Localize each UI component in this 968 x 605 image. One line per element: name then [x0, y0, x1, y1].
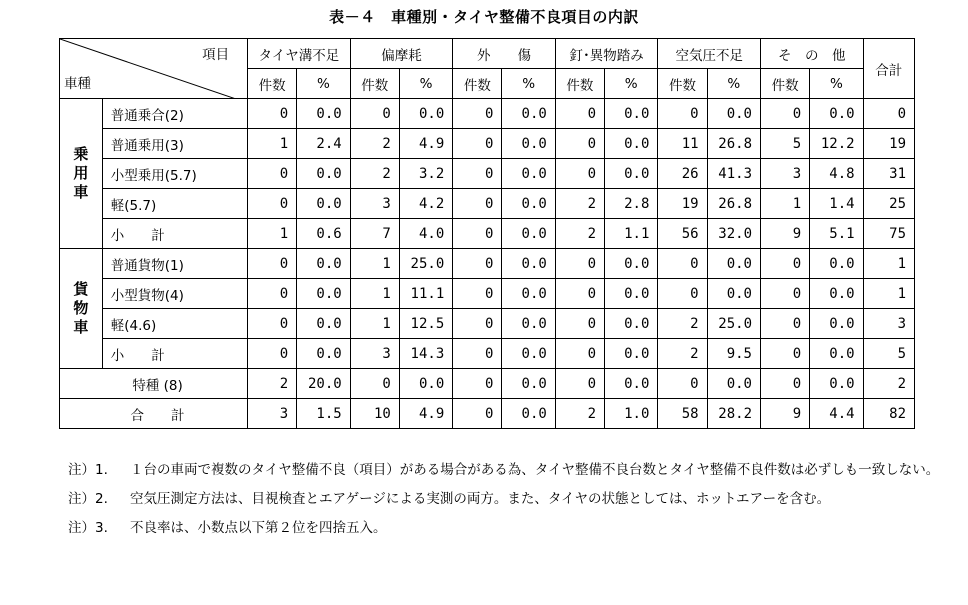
pct-cell: 0.0 [297, 99, 350, 129]
pct-cell: 4.9 [399, 399, 452, 429]
count-cell: 19 [658, 189, 707, 219]
category-char: 車 [73, 318, 89, 336]
pct-cell: 0.0 [297, 309, 350, 339]
pct-cell: 4.0 [399, 219, 452, 249]
pct-cell: 0.0 [502, 189, 555, 219]
table-row [60, 399, 915, 429]
pct-header: % [707, 69, 760, 99]
count-cell: 26 [658, 159, 707, 189]
count-cell: 0 [453, 99, 502, 129]
pct-cell: 4.8 [810, 159, 863, 189]
count-cell: 0 [248, 159, 297, 189]
count-cell: 1 [350, 309, 399, 339]
count-cell: 0 [555, 129, 604, 159]
group-header: 外 傷 [453, 39, 556, 69]
table-row [60, 129, 915, 159]
count-header: 件数 [658, 69, 707, 99]
count-cell: 3 [248, 399, 297, 429]
count-cell: 1 [350, 249, 399, 279]
total-cell: 82 [863, 399, 914, 429]
pct-cell: 0.0 [810, 249, 863, 279]
note-text: 不良率は、小数点以下第２位を四捨五入。 [130, 520, 387, 536]
pct-cell: 26.8 [707, 189, 760, 219]
pct-cell: 0.0 [297, 339, 350, 369]
pct-cell: 0.0 [605, 129, 658, 159]
count-cell: 0 [453, 369, 502, 399]
group-header: 釘･異物踏み [555, 39, 658, 69]
note-prefix: 注）3. [68, 520, 108, 536]
table-row [60, 249, 915, 279]
pct-cell: 0.0 [297, 159, 350, 189]
pct-cell: 0.0 [502, 339, 555, 369]
pct-cell: 4.9 [399, 129, 452, 159]
pct-cell: 0.0 [297, 279, 350, 309]
pct-cell: 0.0 [605, 339, 658, 369]
pct-cell: 26.8 [707, 129, 760, 159]
count-cell: 0 [248, 309, 297, 339]
pct-cell: 41.3 [707, 159, 760, 189]
pct-cell: 0.0 [502, 309, 555, 339]
count-cell: 0 [248, 279, 297, 309]
count-cell: 2 [350, 159, 399, 189]
count-cell: 0 [761, 339, 810, 369]
count-cell: 10 [350, 399, 399, 429]
row-label: 小型乗用(5.7) [102, 159, 247, 189]
row-label: 軽(4.6) [102, 309, 247, 339]
count-cell: 9 [761, 219, 810, 249]
category-cargo [60, 249, 103, 369]
count-header: 件数 [555, 69, 604, 99]
count-cell: 0 [761, 249, 810, 279]
count-cell: 0 [453, 189, 502, 219]
group-header: そ の 他 [761, 39, 864, 69]
pct-cell: 11.1 [399, 279, 452, 309]
pct-cell: 0.0 [502, 99, 555, 129]
pct-cell: 1.5 [297, 399, 350, 429]
count-cell: 0 [248, 99, 297, 129]
category-char: 車 [73, 183, 89, 201]
pct-cell: 0.0 [502, 159, 555, 189]
count-cell: 58 [658, 399, 707, 429]
count-cell: 0 [555, 309, 604, 339]
count-cell: 3 [350, 189, 399, 219]
pct-cell: 3.2 [399, 159, 452, 189]
count-cell: 56 [658, 219, 707, 249]
count-header: 件数 [453, 69, 502, 99]
pct-cell: 0.0 [810, 99, 863, 129]
pct-cell: 1.4 [810, 189, 863, 219]
pct-cell: 0.0 [399, 99, 452, 129]
row-label: 特種 (8) [60, 369, 248, 399]
count-cell: 5 [761, 129, 810, 159]
total-cell: 25 [863, 189, 914, 219]
pct-cell: 0.0 [605, 159, 658, 189]
pct-cell: 0.0 [810, 309, 863, 339]
count-cell: 0 [248, 249, 297, 279]
total-cell: 75 [863, 219, 914, 249]
count-cell: 0 [555, 369, 604, 399]
table-row [60, 189, 915, 219]
count-cell: 11 [658, 129, 707, 159]
pct-header: % [297, 69, 350, 99]
pct-cell: 0.0 [707, 249, 760, 279]
pct-cell: 12.2 [810, 129, 863, 159]
note-text: １台の車両で複数のタイヤ整備不良（項目）がある場合がある為、タイヤ整備不良台数とタイヤ整備不良件数は必ずしも一致しない。 [130, 462, 940, 478]
pct-cell: 0.0 [707, 99, 760, 129]
pct-header: % [810, 69, 863, 99]
pct-cell: 0.6 [297, 219, 350, 249]
pct-cell: 0.0 [605, 279, 658, 309]
count-cell: 1 [248, 219, 297, 249]
group-header: 偏摩耗 [350, 39, 453, 69]
count-cell: 0 [658, 99, 707, 129]
count-header: 件数 [761, 69, 810, 99]
pct-cell: 12.5 [399, 309, 452, 339]
note-prefix: 注）2. [68, 491, 108, 507]
count-cell: 0 [555, 99, 604, 129]
count-cell: 1 [761, 189, 810, 219]
row-label: 普通乗合(2) [102, 99, 247, 129]
count-cell: 0 [658, 369, 707, 399]
row-label: 普通乗用(3) [102, 129, 247, 159]
count-cell: 0 [453, 249, 502, 279]
count-cell: 0 [761, 279, 810, 309]
total-cell: 1 [863, 279, 914, 309]
notes [68, 456, 968, 543]
pct-cell: 25.0 [399, 249, 452, 279]
pct-cell: 0.0 [502, 219, 555, 249]
note-2 [68, 485, 968, 514]
count-cell: 2 [248, 369, 297, 399]
count-cell: 2 [350, 129, 399, 159]
count-cell: 1 [350, 279, 399, 309]
pct-cell: 32.0 [707, 219, 760, 249]
count-header: 件数 [248, 69, 297, 99]
count-cell: 0 [350, 99, 399, 129]
total-cell: 1 [863, 249, 914, 279]
count-cell: 0 [761, 99, 810, 129]
category-char: 用 [73, 164, 89, 182]
count-cell: 0 [248, 339, 297, 369]
total-cell: 2 [863, 369, 914, 399]
total-cell: 31 [863, 159, 914, 189]
pct-header: % [605, 69, 658, 99]
table-row [60, 99, 915, 129]
count-cell: 0 [658, 249, 707, 279]
row-label: 小 計 [102, 339, 247, 369]
table-row [60, 339, 915, 369]
pct-cell: 4.2 [399, 189, 452, 219]
pct-cell: 2.8 [605, 189, 658, 219]
pct-cell: 2.4 [297, 129, 350, 159]
count-cell: 0 [453, 219, 502, 249]
pct-cell: 0.0 [502, 399, 555, 429]
pct-cell: 0.0 [707, 279, 760, 309]
pct-cell: 0.0 [399, 369, 452, 399]
pct-cell: 1.1 [605, 219, 658, 249]
count-cell: 0 [453, 129, 502, 159]
total-cell: 0 [863, 99, 914, 129]
header-row-1 [60, 39, 915, 69]
pct-cell: 0.0 [605, 369, 658, 399]
category-char: 貨 [73, 280, 89, 298]
count-cell: 0 [555, 279, 604, 309]
category-passenger [60, 99, 103, 249]
pct-cell: 0.0 [810, 369, 863, 399]
pct-cell: 0.0 [810, 339, 863, 369]
pct-cell: 0.0 [502, 129, 555, 159]
pct-cell: 0.0 [605, 249, 658, 279]
pct-header: % [399, 69, 452, 99]
count-cell: 3 [761, 159, 810, 189]
corner-header [60, 39, 248, 99]
count-cell: 0 [248, 189, 297, 219]
total-cell: 5 [863, 339, 914, 369]
count-cell: 2 [658, 339, 707, 369]
pct-cell: 0.0 [810, 279, 863, 309]
table-title: 表－４ 車種別・タイヤ整備不良項目の内訳 [329, 8, 639, 26]
table-row [60, 159, 915, 189]
count-header: 件数 [350, 69, 399, 99]
row-label: 小 計 [102, 219, 247, 249]
count-cell: 0 [453, 279, 502, 309]
row-label: 合 計 [60, 399, 248, 429]
pct-cell: 0.0 [502, 249, 555, 279]
count-cell: 0 [555, 249, 604, 279]
count-cell: 7 [350, 219, 399, 249]
pct-header: % [502, 69, 555, 99]
pct-cell: 14.3 [399, 339, 452, 369]
pct-cell: 1.0 [605, 399, 658, 429]
count-cell: 3 [350, 339, 399, 369]
pct-cell: 0.0 [707, 369, 760, 399]
table-row [60, 279, 915, 309]
count-cell: 0 [453, 309, 502, 339]
row-label: 小型貨物(4) [102, 279, 247, 309]
row-label: 軽(5.7) [102, 189, 247, 219]
total-cell: 19 [863, 129, 914, 159]
category-char: 物 [73, 299, 89, 317]
note-text: 空気圧測定方法は、目視検査とエアゲージによる実測の両方。また、タイヤの状態としては、ホットエアーを含む。 [130, 491, 831, 507]
count-cell: 0 [453, 339, 502, 369]
count-cell: 0 [761, 369, 810, 399]
vehicle-header: 車種 [64, 76, 91, 92]
count-cell: 0 [761, 309, 810, 339]
defect-table [59, 38, 915, 429]
pct-cell: 0.0 [297, 249, 350, 279]
pct-cell: 5.1 [810, 219, 863, 249]
count-cell: 0 [453, 399, 502, 429]
count-cell: 1 [248, 129, 297, 159]
count-cell: 2 [555, 219, 604, 249]
pct-cell: 20.0 [297, 369, 350, 399]
count-cell: 2 [658, 309, 707, 339]
count-cell: 0 [658, 279, 707, 309]
count-cell: 0 [555, 339, 604, 369]
item-header: 項目 [202, 47, 230, 63]
note-prefix: 注）1. [68, 462, 108, 478]
count-cell: 0 [453, 159, 502, 189]
group-header: 空気圧不足 [658, 39, 761, 69]
pct-cell: 25.0 [707, 309, 760, 339]
note-3 [68, 514, 968, 543]
note-1 [68, 456, 968, 485]
pct-cell: 28.2 [707, 399, 760, 429]
pct-cell: 9.5 [707, 339, 760, 369]
pct-cell: 0.0 [605, 309, 658, 339]
count-cell: 9 [761, 399, 810, 429]
count-cell: 2 [555, 189, 604, 219]
category-char: 乗 [73, 145, 89, 163]
table-row [60, 369, 915, 399]
total-header: 合計 [863, 39, 914, 99]
pct-cell: 0.0 [502, 279, 555, 309]
row-label: 普通貨物(1) [102, 249, 247, 279]
count-cell: 0 [350, 369, 399, 399]
table-row [60, 219, 915, 249]
group-header: タイヤ溝不足 [248, 39, 351, 69]
pct-cell: 0.0 [297, 189, 350, 219]
pct-cell: 4.4 [810, 399, 863, 429]
total-cell: 3 [863, 309, 914, 339]
count-cell: 0 [555, 159, 604, 189]
table-row [60, 309, 915, 339]
pct-cell: 0.0 [502, 369, 555, 399]
count-cell: 2 [555, 399, 604, 429]
pct-cell: 0.0 [605, 99, 658, 129]
